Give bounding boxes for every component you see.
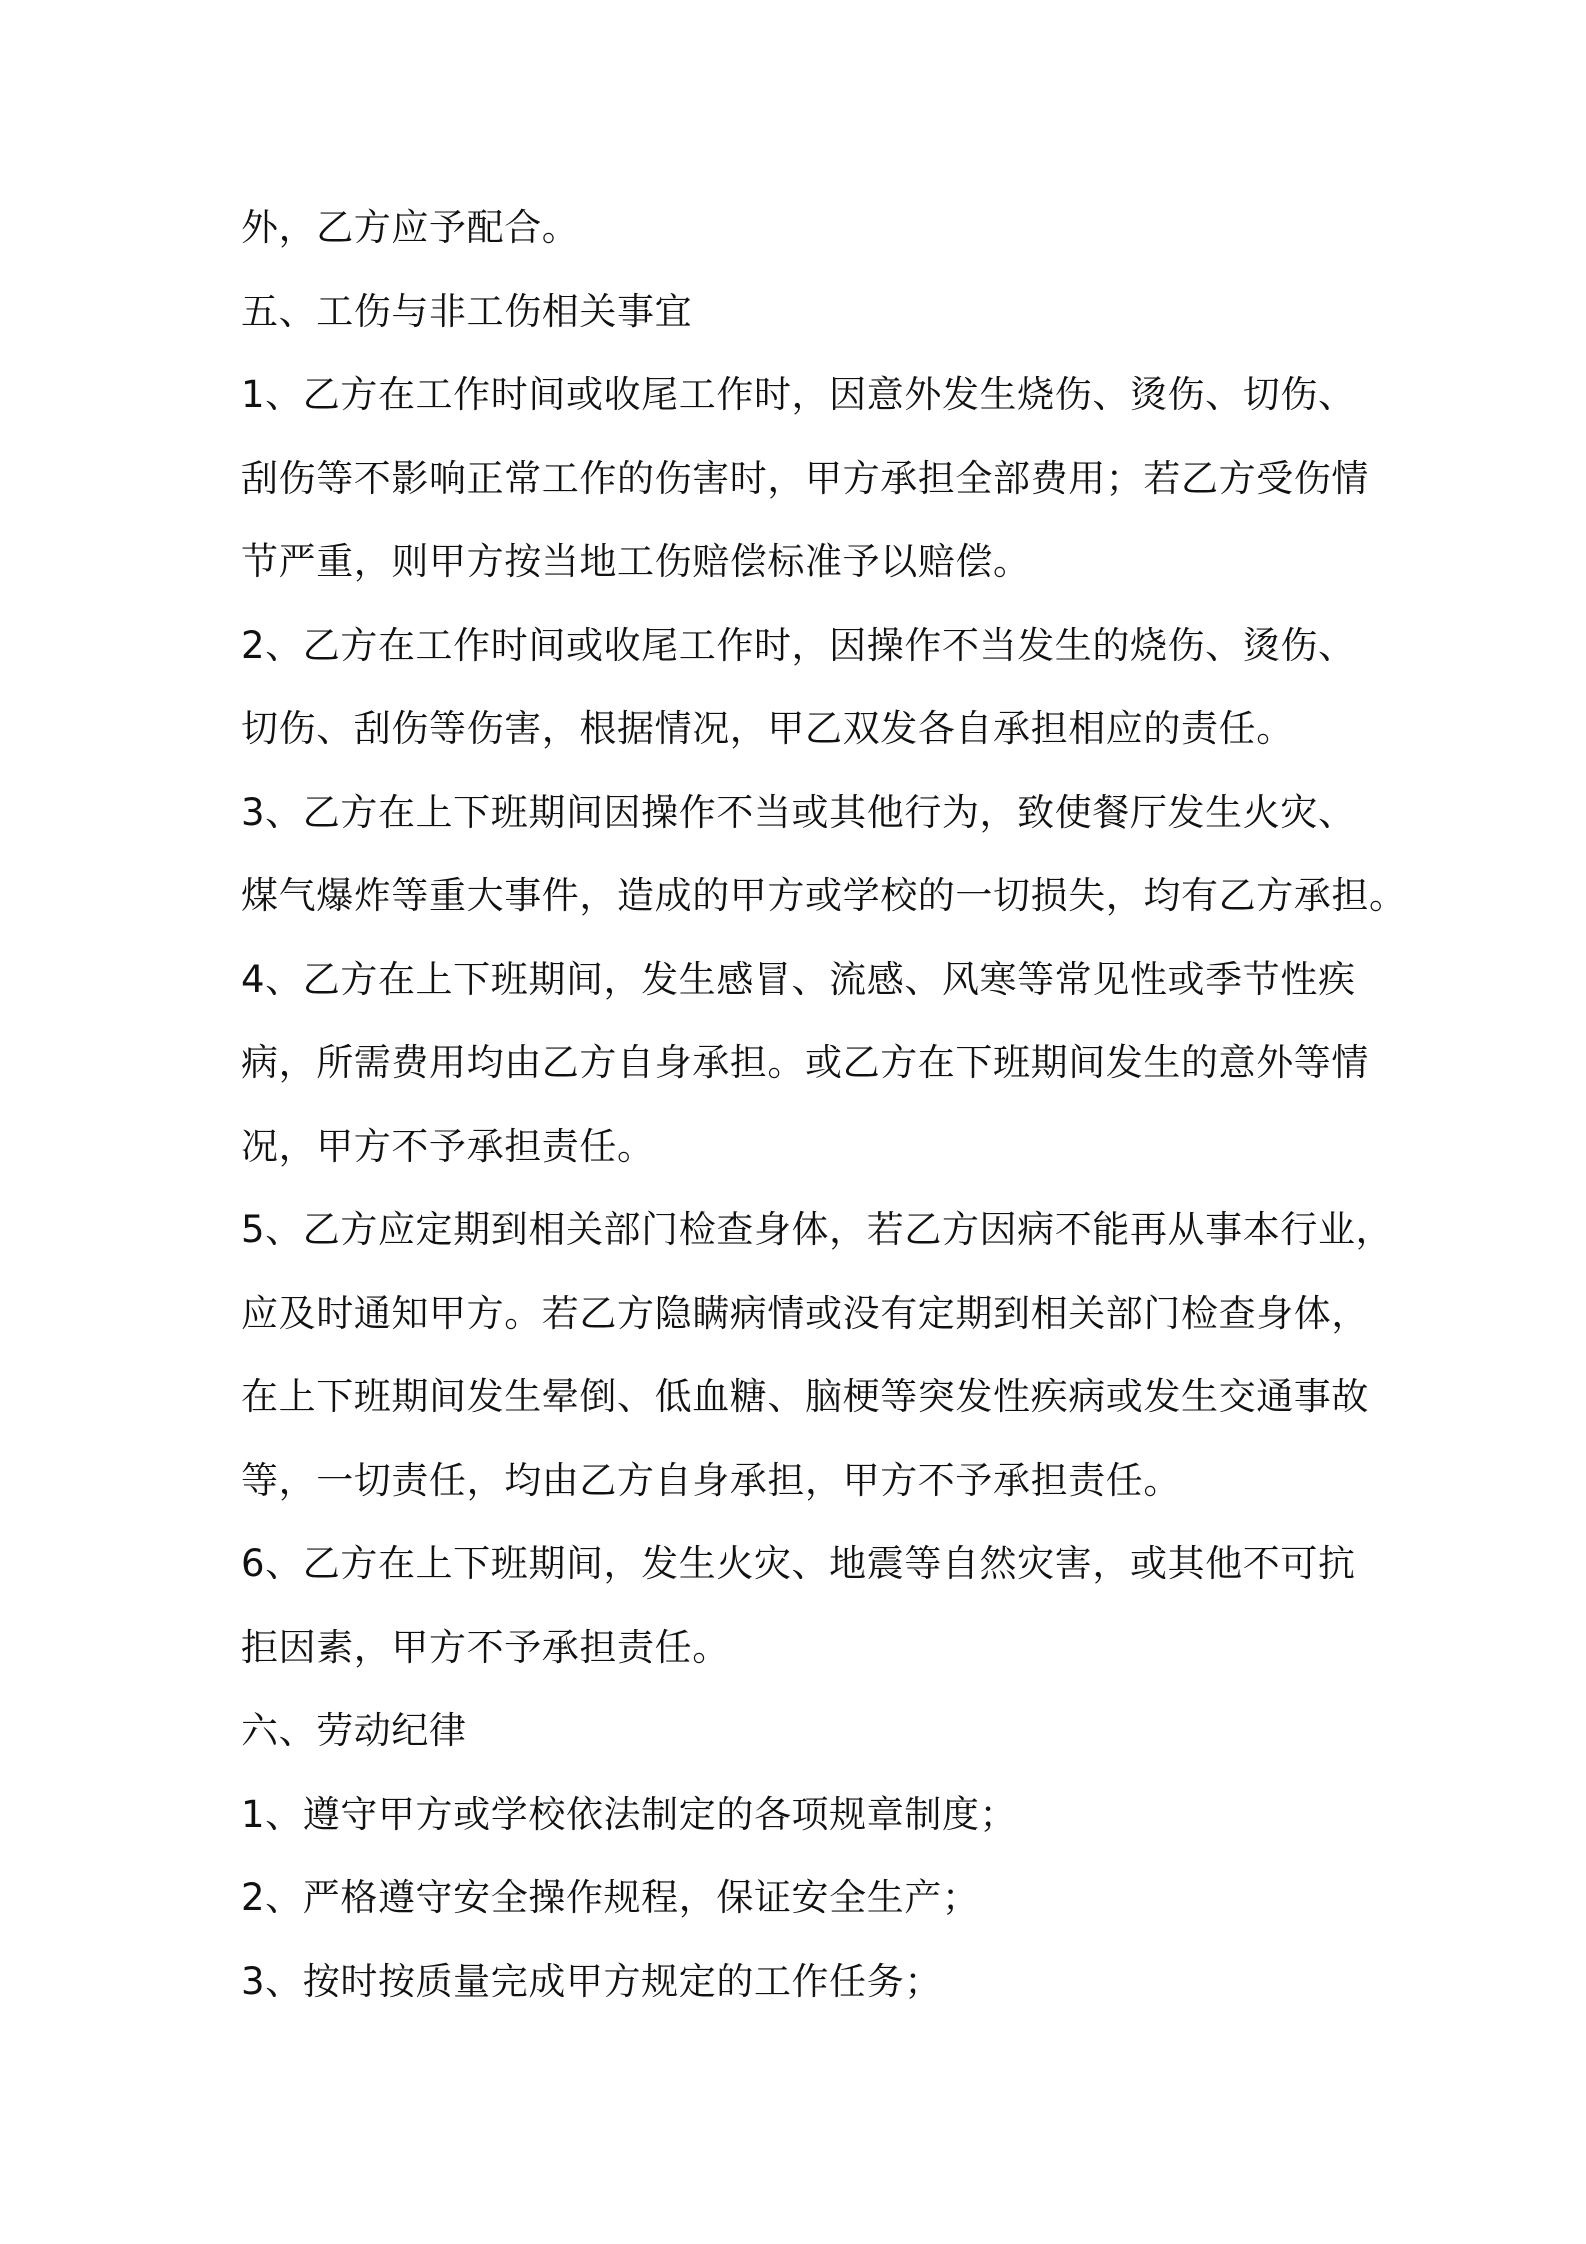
text-line: 5、乙方应定期到相关部门检查身体，若乙方因病不能再从事本行业，: [241, 1208, 1394, 1251]
text-line: 切伤、刮伤等伤害，根据情况，甲乙双发各自承担相应的责任。: [241, 707, 1294, 750]
text-line: 外，乙方应予配合。: [241, 206, 580, 249]
text-line: 应及时通知甲方。若乙方隐瞒病情或没有定期到相关部门检查身体，: [241, 1291, 1369, 1335]
section-heading-work-injury: 五、工伤与非工伤相关事宜: [241, 289, 693, 333]
document-body: [241, 196, 1407, 2033]
text-line: 煤气爆炸等重大事件，造成的甲方或学校的一切损失，均有乙方承担。: [241, 874, 1407, 917]
text-line: 刮伤等不影响正常工作的伤害时，甲方承担全部费用；若乙方受伤情: [241, 456, 1369, 500]
text-line: 1、乙方在工作时间或收尾工作时，因意外发生烧伤、烫伤、切伤、: [241, 373, 1356, 416]
text-line: 等，一切责任，均由乙方自身承担，甲方不予承担责任。: [241, 1458, 1181, 1502]
text-line: 4、乙方在上下班期间，发生感冒、流感、风寒等常见性或季节性疾: [241, 957, 1356, 1001]
text-line: 6、乙方在上下班期间，发生火灾、地震等自然灾害，或其他不可抗: [241, 1542, 1356, 1585]
text-line: 2、乙方在工作时间或收尾工作时，因操作不当发生的烧伤、烫伤、: [241, 623, 1356, 667]
text-line: 2、严格遵守安全操作规程，保证安全生产；: [241, 1876, 980, 1919]
text-line: 况，甲方不予承担责任。: [241, 1124, 655, 1168]
text-line: 拒因素，甲方不予承担责任。: [241, 1625, 730, 1669]
text-line: 病，所需费用均由乙方自身承担。或乙方在下班期间发生的意外等情: [241, 1041, 1369, 1084]
text-line: 在上下班期间发生晕倒、低血糖、脑梗等突发性疾病或发生交通事故: [241, 1375, 1369, 1418]
text-line: 1、遵守甲方或学校依法制定的各项规章制度；: [241, 1792, 1018, 1836]
section-heading-labor-discipline: 六、劳动纪律: [241, 1709, 467, 1752]
text-line: 3、按时按质量完成甲方规定的工作任务；: [241, 1959, 942, 2003]
text-line: 节严重，则甲方按当地工伤赔偿标准予以赔偿。: [241, 540, 1031, 583]
text-line: 3、乙方在上下班期间因操作不当或其他行为，致使餐厅发生火灾、: [241, 790, 1356, 834]
